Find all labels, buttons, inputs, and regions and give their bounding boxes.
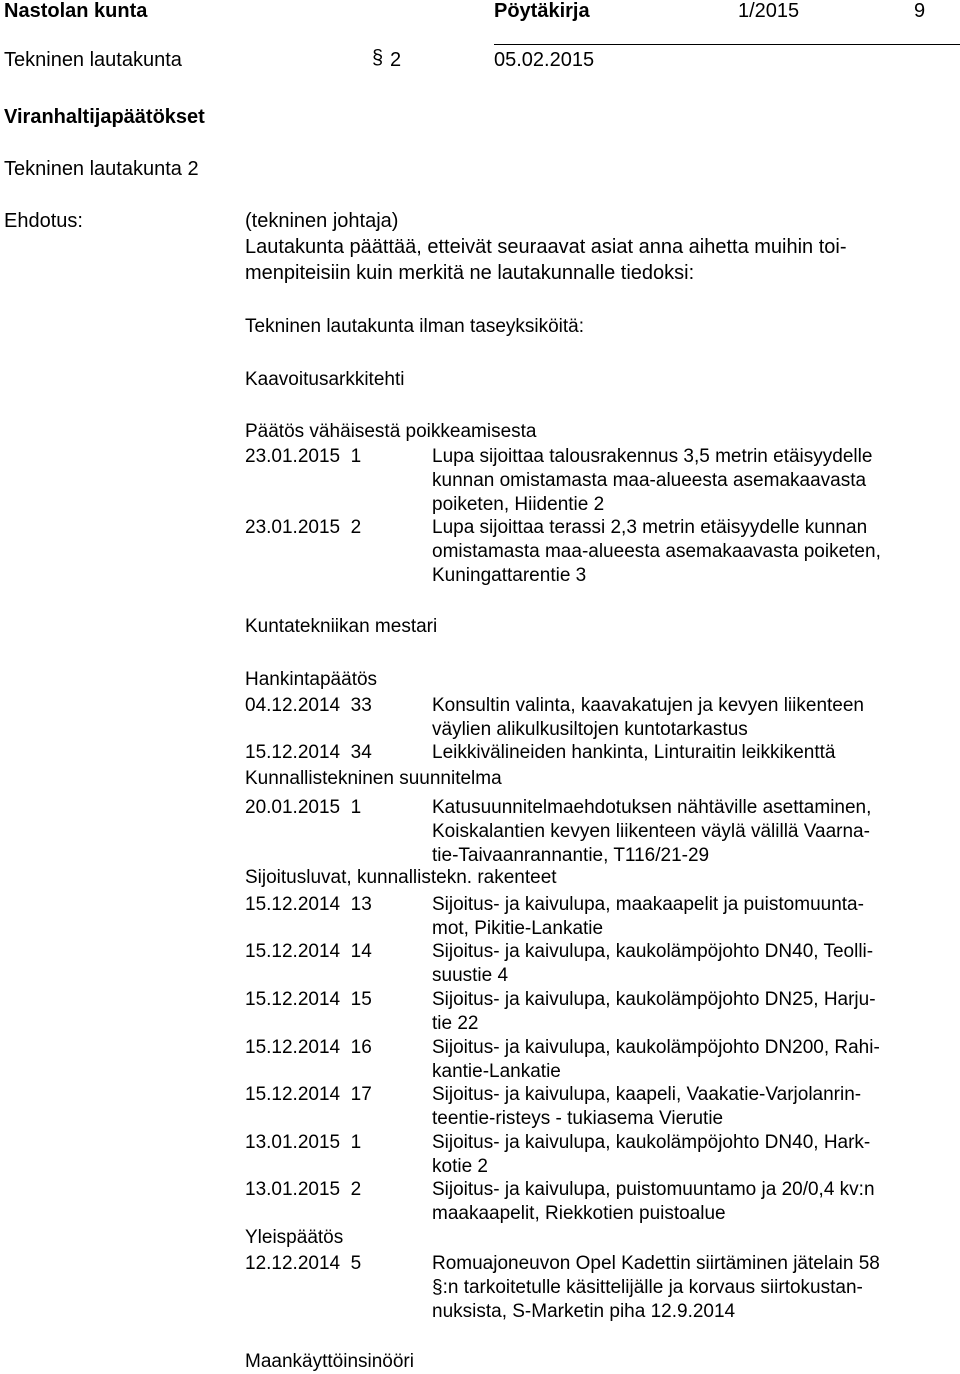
decision-text-line: maakaapelit, Riekkotien puistoalue [432,1203,726,1224]
decision-text-line: suustie 4 [432,965,509,986]
decision-ref: 04.12.2014 33 [245,695,372,716]
decision-category: Päätös vähäisestä poikkeamisesta [245,421,537,442]
decision-ref: 15.12.2014 16 [245,1037,372,1058]
decision-ref: 15.12.2014 15 [245,989,372,1010]
decision-text-line: Sijoitus- ja kaivulupa, puistomuuntamo ja 20/0,4 kv:n [432,1179,875,1200]
decision-text-line: Kuningattarentie 3 [432,565,587,586]
decision-text-line: Sijoitus- ja kaivulupa, kaukolämpöjohto DN40, Hark- [432,1132,871,1153]
decision-text-line: Sijoitus- ja kaivulupa, maakaapelit ja puistomuunta- [432,894,864,915]
decision-text-line: §:n tarkoitetulle käsittelijälle ja korvaus siirtokustan- [432,1277,863,1298]
proposal-text-line: Lautakunta päättää, etteivät seuraavat asiat anna aihetta muihin toi- [245,236,847,258]
section-subtitle: Tekninen lautakunta 2 [4,158,199,180]
decision-text-line: Lupa sijoittaa talousrakennus 3,5 metrin etäisyydelle [432,446,873,467]
decision-text-line: Sijoitus- ja kaivulupa, kaapeli, Vaakatie-Varjolanrin- [432,1084,862,1105]
decision-text-line: teentie-risteys - tukiasema Vierutie [432,1108,724,1129]
document-number: 1/2015 [738,0,800,22]
committee-name: Tekninen lautakunta [4,49,182,71]
decision-category: Yleispäätös [245,1227,344,1248]
decision-text-line: mot, Pikitie-Lankatie [432,918,604,939]
section-number: 2 [390,49,402,71]
decision-text-line: Sijoitus- ja kaivulupa, kaukolämpöjohto DN40, Teolli- [432,941,874,962]
decision-text-line: tie-Taivaanrannantie, T116/21-29 [432,845,710,866]
decision-category: Kunnallistekninen suunnitelma [245,768,502,789]
decision-ref: 13.01.2015 2 [245,1179,362,1200]
decision-ref: 15.12.2014 13 [245,894,372,915]
official-title: Maankäyttöinsinööri [245,1351,414,1372]
decision-text-line: Sijoitus- ja kaivulupa, kaukolämpöjohto DN200, Rahi- [432,1037,880,1058]
official-title: Kuntatekniikan mestari [245,616,438,637]
decision-text-line: omistamasta maa-alueesta asemakaavasta poiketen, [432,541,881,562]
official-title: Kaavoitusarkkitehti [245,369,405,390]
decision-ref: 15.12.2014 34 [245,742,372,763]
decision-text-line: nuksista, S-Marketin piha 12.9.2014 [432,1301,736,1322]
decision-text-line: poiketen, Hiidentie 2 [432,494,605,515]
header-divider [494,44,960,45]
decision-ref: 15.12.2014 14 [245,941,372,962]
section-title: Viranhaltijapäätökset [4,106,205,128]
page-number: 9 [914,0,926,22]
decision-text-line: Katusuunnitelmaehdotuksen nähtäville asettaminen, [432,797,872,818]
decision-text-line: kantie-Lankatie [432,1061,561,1082]
proposal-presenter: (tekninen johtaja) [245,210,399,232]
decision-text-line: Konsultin valinta, kaavakatujen ja kevyen liikenteen [432,695,864,716]
decision-text-line: väylien alikulkusiltojen kuntotarkastus [432,719,748,740]
section-sign: § [372,47,384,69]
decision-category: Sijoitusluvat, kunnallistekn. rakenteet [245,867,557,888]
decision-ref: 15.12.2014 17 [245,1084,372,1105]
document-type: Pöytäkirja [494,0,590,22]
decision-text-line: kotie 2 [432,1156,488,1177]
proposal-label: Ehdotus: [4,210,83,232]
decision-text-line: Koiskalantien kevyen liikenteen väylä välillä Vaarna- [432,821,870,842]
decision-text-line: kunnan omistamasta maa-alueesta asemakaavasta [432,470,867,491]
decision-ref: 23.01.2015 1 [245,446,362,467]
decision-text-line: Lupa sijoittaa terassi 2,3 metrin etäisyydelle kunnan [432,517,868,538]
decision-ref: 20.01.2015 1 [245,797,362,818]
decision-category: Hankintapäätös [245,669,378,690]
organization-name: Nastolan kunta [4,0,148,22]
decision-text-line: Romuajoneuvon Opel Kadettin siirtäminen jätelain 58 [432,1253,880,1274]
decision-ref: 12.12.2014 5 [245,1253,362,1274]
decision-ref: 23.01.2015 2 [245,517,362,538]
group-heading: Tekninen lautakunta ilman taseyksiköitä: [245,316,585,337]
decision-text-line: Sijoitus- ja kaivulupa, kaukolämpöjohto DN25, Harju- [432,989,876,1010]
proposal-text-line: menpiteisiin kuin merkitä ne lautakunnalle tiedoksi: [245,262,695,284]
decision-text-line: tie 22 [432,1013,479,1034]
decision-ref: 13.01.2015 1 [245,1132,362,1153]
meeting-date: 05.02.2015 [494,49,595,71]
decision-text-line: Leikkivälineiden hankinta, Linturaitin leikkikenttä [432,742,836,763]
